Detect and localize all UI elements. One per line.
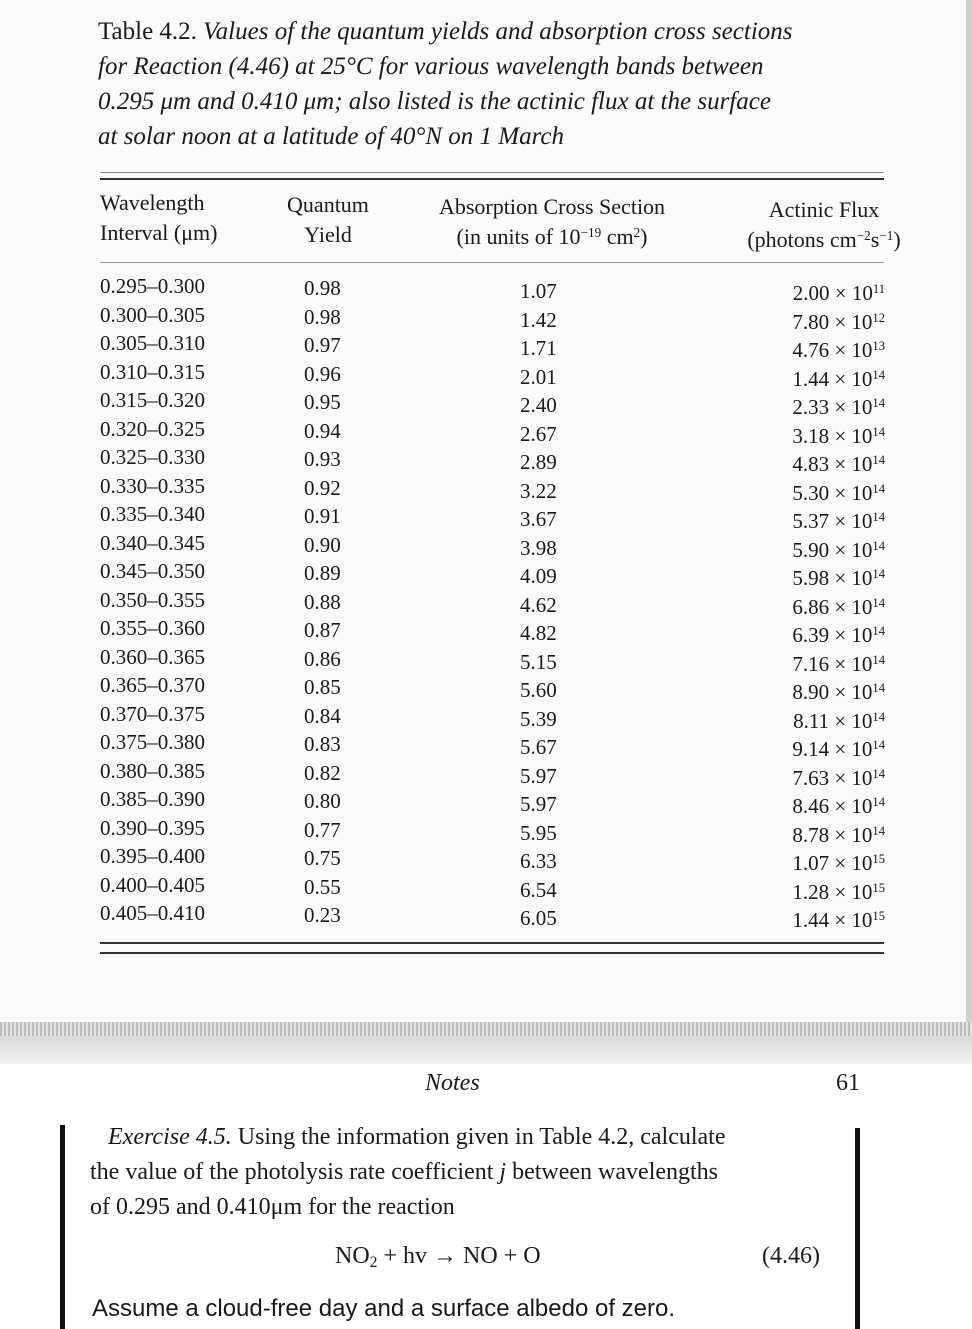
cell-actinic-flux: $5.30 \times 10^{14}$ — [792, 480, 885, 505]
cell-absorption: 2.67 — [520, 421, 557, 446]
header-actinic-flux: Actinic Flux (photons $cm^{-2}s^{-1}$) — [747, 197, 901, 252]
cell-wavelength: 0.350–0.355 — [100, 587, 205, 612]
cell-absorption: 6.05 — [520, 906, 557, 930]
cell-absorption: 3.22 — [520, 478, 557, 503]
margin-bar-left — [60, 1125, 65, 1329]
cell-actinic-flux: $4.83 \times 10^{14}$ — [792, 452, 885, 476]
cell-absorption: 2.01 — [520, 364, 557, 389]
cell-absorption: 3.98 — [520, 535, 557, 560]
notes-title: Notes — [425, 1070, 480, 1096]
cell-actinic-flux: $7.80 \times 10^{12}$ — [792, 309, 885, 334]
cell-absorption: 5.95 — [520, 820, 557, 845]
cell-quantum-yield: 0.83 — [304, 732, 341, 756]
reaction-equation: $NO_2$ + hv → NO + O — [335, 1243, 541, 1271]
cell-wavelength: 0.395–0.400 — [100, 844, 205, 868]
cell-quantum-yield: 0.87 — [304, 618, 341, 642]
cell-actinic-flux: $6.39 \times 10^{14}$ — [792, 623, 885, 647]
cell-actinic-flux: $6.86 \times 10^{14}$ — [792, 594, 885, 619]
margin-bar-right — [855, 1128, 860, 1329]
cell-wavelength: 0.320–0.325 — [100, 416, 205, 441]
cell-wavelength: 0.325–0.330 — [100, 445, 205, 469]
cell-actinic-flux: $3.18 \times 10^{14}$ — [792, 423, 885, 448]
cell-actinic-flux: $7.63 \times 10^{14}$ — [792, 765, 885, 790]
cell-wavelength: 0.305–0.310 — [100, 331, 205, 355]
cell-wavelength: 0.360–0.365 — [100, 644, 205, 669]
page-gap — [0, 1036, 972, 1064]
cell-quantum-yield: 0.86 — [304, 646, 341, 671]
cell-actinic-flux: $1.28 \times 10^{15}$ — [792, 879, 885, 904]
cell-absorption: 1.71 — [520, 336, 557, 360]
cell-absorption: 5.97 — [520, 792, 557, 816]
page-number: 61 — [836, 1070, 860, 1096]
caption-line-1: Values of the quantum yields and absorption cross sections — [203, 18, 793, 45]
table-label: Table 4.2. — [98, 18, 197, 45]
cell-wavelength: 0.300–0.305 — [100, 302, 205, 327]
cell-wavelength: 0.390–0.395 — [100, 815, 205, 840]
cell-wavelength: 0.380–0.385 — [100, 758, 205, 783]
cell-actinic-flux: $5.90 \times 10^{14}$ — [792, 537, 885, 562]
cell-wavelength: 0.335–0.340 — [100, 502, 205, 526]
cell-actinic-flux: $5.98 \times 10^{14}$ — [792, 566, 885, 590]
cell-absorption: 4.09 — [520, 564, 557, 588]
cell-actinic-flux: $1.44 \times 10^{14}$ — [792, 366, 885, 391]
cell-absorption: 3.67 — [520, 507, 557, 531]
cell-absorption: 4.82 — [520, 621, 557, 645]
cell-wavelength: 0.365–0.370 — [100, 673, 205, 697]
cell-quantum-yield: 0.94 — [304, 418, 341, 443]
cell-quantum-yield: 0.98 — [304, 276, 341, 300]
cell-absorption: 1.07 — [520, 279, 557, 303]
cell-quantum-yield: 0.80 — [304, 789, 341, 813]
cell-actinic-flux: $4.76 \times 10^{13}$ — [792, 338, 885, 362]
header-wavelength: Wavelength Interval (μm) — [100, 190, 218, 245]
cell-wavelength: 0.385–0.390 — [100, 787, 205, 811]
cell-absorption: 6.54 — [520, 877, 557, 902]
cell-actinic-flux: $8.90 \times 10^{14}$ — [792, 680, 885, 704]
cell-actinic-flux: $2.33 \times 10^{14}$ — [792, 395, 885, 419]
cell-wavelength: 0.310–0.315 — [100, 359, 205, 384]
cell-absorption: 5.15 — [520, 649, 557, 674]
cell-quantum-yield: 0.85 — [304, 675, 341, 699]
cell-wavelength: 0.375–0.380 — [100, 730, 205, 754]
cell-actinic-flux: $2.00 \times 10^{11}$ — [792, 281, 885, 305]
header-quantum-yield: Quantum Yield — [287, 192, 369, 247]
cell-quantum-yield: 0.77 — [304, 817, 341, 842]
page-edge-strip — [0, 1022, 972, 1036]
caption-line-3: 0.295 μm and 0.410 μm; also listed is the actinic flux at the surface — [98, 88, 771, 115]
assumption-text: Assume a cloud-free day and a surface albedo of zero. — [92, 1295, 676, 1322]
cell-quantum-yield: 0.98 — [304, 304, 341, 329]
cell-quantum-yield: 0.88 — [304, 589, 341, 614]
cell-quantum-yield: 0.92 — [304, 475, 341, 500]
bottom-rule-2 — [100, 952, 884, 954]
cell-quantum-yield: 0.84 — [304, 703, 341, 728]
cell-quantum-yield: 0.93 — [304, 447, 341, 471]
column-absorption — [520, 277, 557, 933]
cell-wavelength: 0.405–0.410 — [100, 901, 205, 925]
cell-actinic-flux: $7.16 \times 10^{14}$ — [792, 651, 885, 676]
exercise-label: Exercise 4.5. — [108, 1124, 232, 1150]
cell-actinic-flux: $1.44 \times 10^{15}$ — [792, 908, 885, 932]
cell-absorption: 4.62 — [520, 592, 557, 617]
column-actinic-flux — [740, 279, 885, 935]
cell-quantum-yield: 0.23 — [304, 903, 341, 927]
cell-wavelength: 0.340–0.345 — [100, 530, 205, 555]
cell-actinic-flux: $1.07 \times 10^{15}$ — [792, 851, 885, 875]
caption-line-2: for Reaction (4.46) at 25°C for various wavelength bands between — [98, 53, 764, 80]
cell-quantum-yield: 0.89 — [304, 561, 341, 585]
column-quantum-yield — [304, 274, 341, 930]
cell-quantum-yield: 0.90 — [304, 532, 341, 557]
table-caption — [98, 14, 898, 154]
cell-wavelength: 0.345–0.350 — [100, 559, 205, 583]
cell-absorption: 6.33 — [520, 849, 557, 873]
column-wavelength — [100, 272, 205, 928]
cell-actinic-flux: $9.14 \times 10^{14}$ — [792, 737, 885, 761]
cell-absorption: 5.60 — [520, 678, 557, 702]
cell-wavelength: 0.355–0.360 — [100, 616, 205, 640]
bottom-rule-1 — [100, 942, 884, 944]
cell-quantum-yield: 0.97 — [304, 333, 341, 357]
cell-wavelength: 0.295–0.300 — [100, 274, 205, 298]
cell-quantum-yield: 0.55 — [304, 874, 341, 899]
cell-actinic-flux: $5.37 \times 10^{14}$ — [792, 509, 885, 533]
header-absorption: Absorption Cross Section (in units of $10^{-19}$ $cm^2$) — [438, 194, 666, 249]
cell-wavelength: 0.370–0.375 — [100, 701, 205, 726]
cell-quantum-yield: 0.82 — [304, 760, 341, 785]
cell-quantum-yield: 0.95 — [304, 390, 341, 414]
header-rule — [100, 262, 884, 263]
caption-line-4: at solar noon at a latitude of 40°N on 1 March — [98, 123, 565, 150]
cell-absorption: 5.39 — [520, 706, 557, 731]
cell-actinic-flux: $8.78 \times 10^{14}$ — [792, 822, 885, 847]
exercise-text: Exercise 4.5. Using the information given in Table 4.2, calculate the value of the photolysis rate coefficient j between wavelengths of 0.295 and 0.410μm for the reaction — [90, 1124, 726, 1220]
cell-actinic-flux: $8.46 \times 10^{14}$ — [792, 794, 885, 818]
cell-wavelength: 0.315–0.320 — [100, 388, 205, 412]
cell-absorption: 1.42 — [520, 307, 557, 332]
cell-wavelength: 0.400–0.405 — [100, 872, 205, 897]
cell-quantum-yield: 0.75 — [304, 846, 341, 870]
cell-quantum-yield: 0.96 — [304, 361, 341, 386]
top-rule-thin — [100, 172, 884, 173]
cell-absorption: 5.97 — [520, 763, 557, 788]
cell-quantum-yield: 0.91 — [304, 504, 341, 528]
cell-absorption: 2.89 — [520, 450, 557, 474]
equation-number: (4.46) — [762, 1243, 820, 1269]
top-rule — [100, 178, 884, 180]
cell-wavelength: 0.330–0.335 — [100, 473, 205, 498]
cell-absorption: 2.40 — [520, 393, 557, 417]
cell-actinic-flux: $8.11 \times 10^{14}$ — [793, 708, 885, 733]
cell-absorption: 5.67 — [520, 735, 557, 759]
